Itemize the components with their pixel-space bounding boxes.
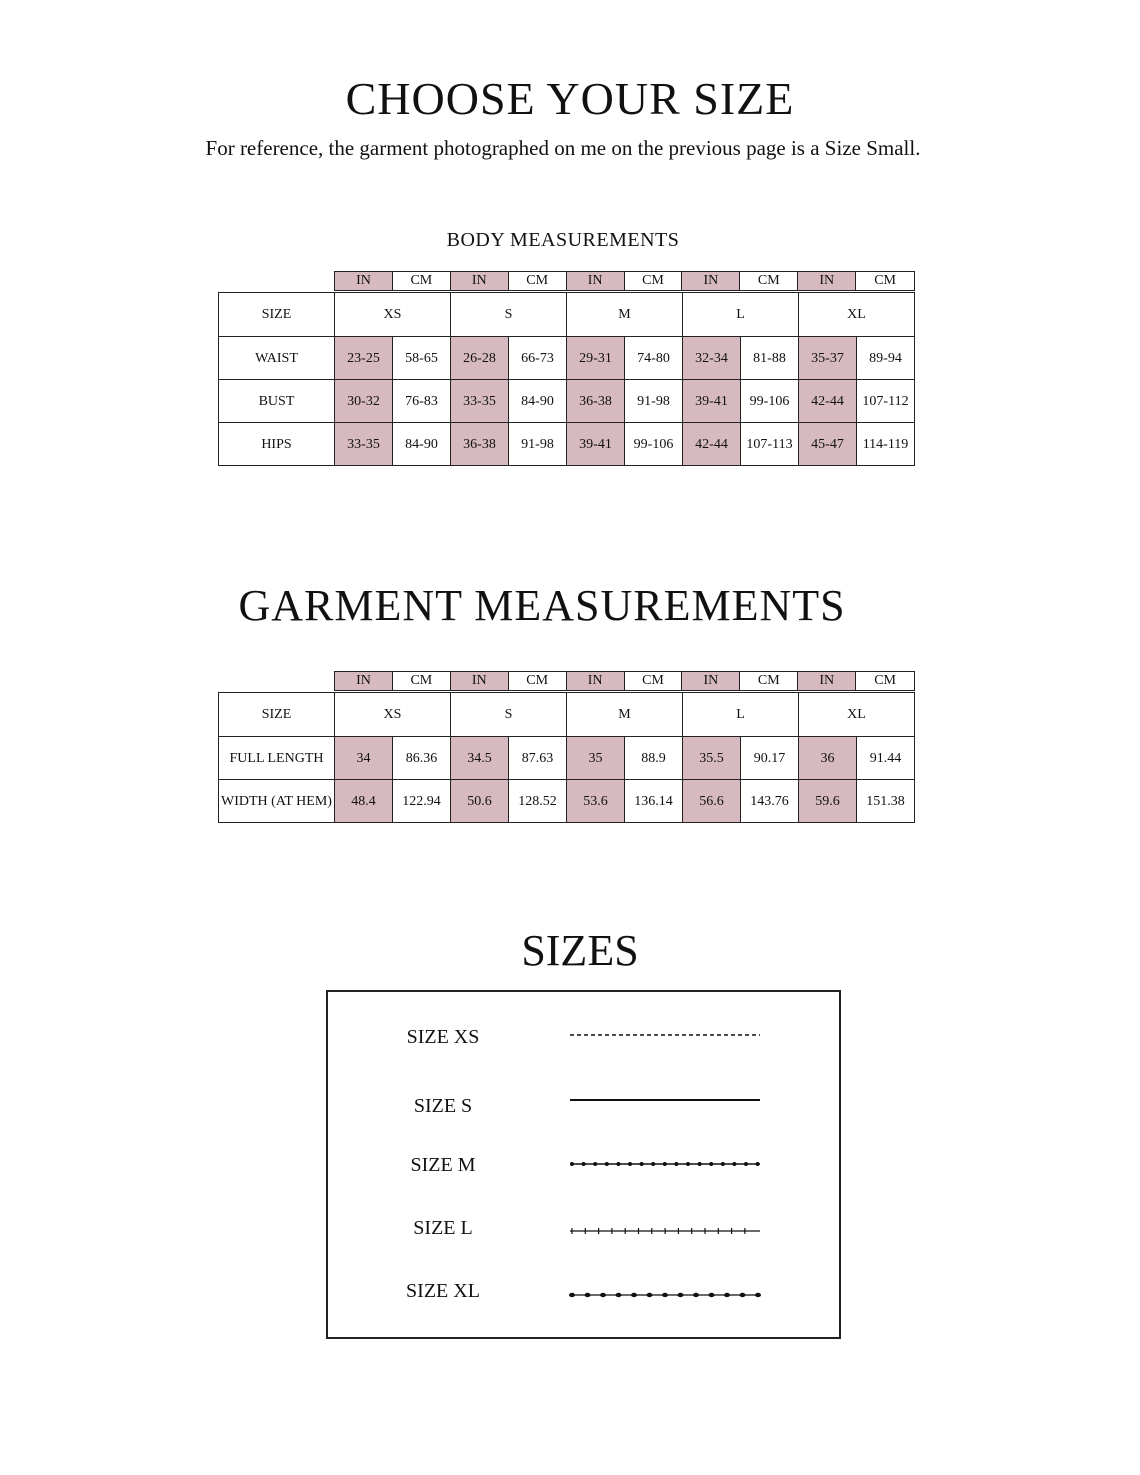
table-cell: 99-106 — [625, 423, 683, 466]
size-l-header: L — [683, 293, 799, 337]
table-cell: 84-90 — [393, 423, 451, 466]
table-cell: 33-35 — [335, 423, 393, 466]
sizes-legend-box — [326, 990, 841, 1339]
row-label-width-at-hem: WIDTH (AT HEM) — [219, 780, 335, 823]
table-cell: 26-28 — [451, 337, 509, 380]
unit-cell: CM — [874, 673, 896, 688]
size-row — [219, 293, 915, 337]
size-xs-label: SIZE XS — [406, 1026, 480, 1048]
table-row — [219, 337, 915, 380]
size-l-label: SIZE L — [413, 1217, 473, 1239]
unit-cell: CM — [393, 672, 451, 690]
table-cell: 90.17 — [741, 737, 799, 780]
unit-cell: CM — [509, 672, 567, 690]
table-cell: 122.94 — [393, 780, 451, 823]
garment-units-header — [334, 671, 915, 691]
table-cell: 59.6 — [799, 780, 857, 823]
body-measurements-table — [218, 292, 915, 466]
table-cell: 86.36 — [393, 737, 451, 780]
size-row-label: SIZE — [219, 693, 335, 737]
table-cell: 81-88 — [741, 337, 799, 380]
row-label-bust: BUST — [219, 380, 335, 423]
unit-cell: CM — [740, 272, 798, 290]
table-cell: 39-41 — [567, 423, 625, 466]
unit-cell: IN — [682, 672, 740, 690]
unit-cell: IN — [798, 272, 856, 290]
garment-measurements-heading: GARMENT MEASUREMENTS — [238, 581, 846, 630]
unit-cell: CM — [625, 272, 683, 290]
table-cell: 128.52 — [509, 780, 567, 823]
table-cell: 91-98 — [625, 380, 683, 423]
table-cell: 56.6 — [683, 780, 741, 823]
unit-cell: IN — [798, 672, 856, 690]
table-cell: 36 — [799, 737, 857, 780]
table-cell: 99-106 — [741, 380, 799, 423]
row-label-hips: HIPS — [219, 423, 335, 466]
size-m-label: SIZE M — [410, 1154, 476, 1176]
table-cell: 107-112 — [857, 380, 915, 423]
unit-cell: IN — [567, 272, 625, 290]
table-cell: 30-32 — [335, 380, 393, 423]
body-units-header — [334, 271, 915, 291]
table-cell: 35 — [567, 737, 625, 780]
size-xs-header: XS — [335, 693, 451, 737]
unit-cell: CM — [393, 272, 451, 290]
table-cell: 23-25 — [335, 337, 393, 380]
size-m-header: M — [567, 293, 683, 337]
size-l-line — [570, 1228, 760, 1234]
table-cell: 58-65 — [393, 337, 451, 380]
size-line-samples — [328, 992, 839, 1337]
unit-cell: CM — [740, 672, 798, 690]
table-cell: 39-41 — [683, 380, 741, 423]
table-cell: 29-31 — [567, 337, 625, 380]
size-xl-line — [569, 1293, 761, 1297]
table-cell: 91-98 — [509, 423, 567, 466]
unit-cell: CM — [874, 273, 896, 288]
table-cell: 34.5 — [451, 737, 509, 780]
table-cell: 53.6 — [567, 780, 625, 823]
size-s-header: S — [451, 693, 567, 737]
unit-cell: IN — [335, 672, 393, 690]
size-xs-header: XS — [335, 293, 451, 337]
table-row — [219, 780, 915, 823]
table-cell: 32-34 — [683, 337, 741, 380]
size-m-line — [570, 1162, 760, 1166]
table-row — [219, 380, 915, 423]
unit-cell: CM — [509, 272, 567, 290]
page-title: CHOOSE YOUR SIZE — [345, 73, 795, 124]
table-cell: 35-37 — [799, 337, 857, 380]
row-label-full-length: FULL LENGTH — [219, 737, 335, 780]
size-s-header: S — [451, 293, 567, 337]
garment-measurements-table — [218, 692, 915, 823]
table-cell: 114-119 — [857, 423, 915, 466]
table-cell: 76-83 — [393, 380, 451, 423]
table-cell: 107-113 — [741, 423, 799, 466]
table-cell: 151.38 — [857, 780, 915, 823]
size-xl-header: XL — [799, 293, 915, 337]
unit-cell: IN — [682, 272, 740, 290]
row-label-waist: WAIST — [219, 337, 335, 380]
table-row — [219, 737, 915, 780]
size-row-label: SIZE — [219, 293, 335, 337]
table-cell: 84-90 — [509, 380, 567, 423]
table-cell: 34 — [335, 737, 393, 780]
unit-cell: IN — [451, 672, 509, 690]
table-cell: 88.9 — [625, 737, 683, 780]
table-row — [219, 423, 915, 466]
table-cell: 45-47 — [799, 423, 857, 466]
table-cell: 36-38 — [451, 423, 509, 466]
table-cell: 35.5 — [683, 737, 741, 780]
body-measurements-heading: BODY MEASUREMENTS — [446, 229, 680, 251]
size-xl-header: XL — [799, 693, 915, 737]
table-cell: 143.76 — [741, 780, 799, 823]
table-cell: 33-35 — [451, 380, 509, 423]
table-cell: 48.4 — [335, 780, 393, 823]
size-s-label: SIZE S — [413, 1095, 473, 1117]
unit-cell: IN — [451, 272, 509, 290]
table-cell: 136.14 — [625, 780, 683, 823]
table-cell: 91.44 — [857, 737, 915, 780]
table-cell: 50.6 — [451, 780, 509, 823]
table-cell: 36-38 — [567, 380, 625, 423]
table-cell: 89-94 — [857, 337, 915, 380]
size-row — [219, 693, 915, 737]
size-l-header: L — [683, 693, 799, 737]
table-cell: 74-80 — [625, 337, 683, 380]
unit-cell: CM — [625, 672, 683, 690]
sizes-heading: SIZES — [521, 926, 639, 975]
unit-cell: IN — [567, 672, 625, 690]
table-cell: 87.63 — [509, 737, 567, 780]
page-subtitle: For reference, the garment photographed on me on the previous page is a Size Small. — [205, 136, 921, 160]
table-cell: 66-73 — [509, 337, 567, 380]
table-cell: 42-44 — [799, 380, 857, 423]
table-cell: 42-44 — [683, 423, 741, 466]
size-xl-label: SIZE XL — [406, 1280, 480, 1302]
unit-cell: IN — [335, 272, 393, 290]
size-m-header: M — [567, 693, 683, 737]
